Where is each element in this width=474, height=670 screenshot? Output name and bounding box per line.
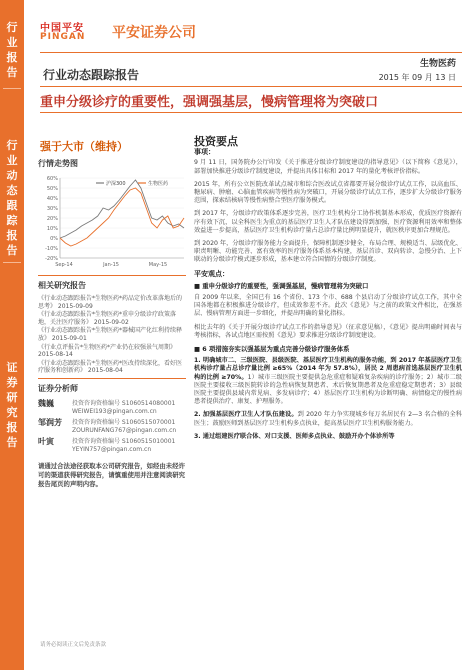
y-tick-label: -20% [45,256,58,262]
y-tick-label: -10% [45,246,58,252]
analyst-heading: 证券分析师 [38,383,78,393]
left-rule [38,275,186,276]
related-report-item[interactable]: 《行业点评报告*生物医药*产业仍在较强景气周期》 2015-08-14 [38,343,177,359]
analyst-entry [38,400,186,415]
view-heading: 平安观点： [194,269,229,278]
report-date: 2015 年 09 月 13 日 [378,73,456,82]
legend-label: 生物医药 [148,181,169,187]
analyst-email[interactable]: WEIWEI193@pingan.com.cn [72,407,157,415]
rating-badge: 强于大市（维持） [40,140,128,153]
sidebar-divider [3,88,21,89]
sidebar-block-dynamic [0,138,24,258]
view-paragraph: 相比去年的《关于开展分级诊疗试点工作的指导意见》（征求意见稿），《意见》提出明确时间表与考核指标，各试点地区需按照《意见》要求推进分级诊疗制度建设。 [194,323,462,339]
measure-item [194,357,462,406]
invest-heading: 投资要点 [194,135,238,148]
related-reports-list [38,295,186,375]
sidebar-block-research [0,360,24,450]
measure-item [194,433,462,441]
sidebar-block-industry [0,20,24,80]
y-tick-label: 10% [46,226,58,232]
footer-note: 请务必阅读正文后免责条款 [40,642,107,648]
page-title: 重申分级诊疗的重要性，强调强基层，慢病管理将为突破口 [40,95,379,110]
price-chart-svg [38,172,188,272]
measure-lead: 1. 明确城市二、三级医院、县级医院、基层医疗卫生机构的服务功能，到 2017 年基层医疗卫生机构诊疗量占总诊疗量比例 ≥65%（2014 年为 57.8%），居民 2 周患病首选基层医疗卫生机构的比例 ≥70%。 [194,357,462,381]
y-tick-label: 40% [46,196,58,202]
analyst-cert: 投资咨询资格编号 S1060515070001 [72,419,176,427]
logo-chinese: 中国平安 [40,23,84,34]
left-rule [38,378,186,379]
analyst-entry [38,438,186,453]
sidebar-label: 行业动态跟踪报告 [6,139,18,257]
analyst-name: 叶寅 [38,437,54,447]
x-tick-label: Sep-14 [55,262,73,268]
header [40,14,460,48]
related-report-item[interactable]: 《行业动态跟踪报告*生物医药*药品定价改革落地后的思考》 2015-09-09 [38,295,183,310]
analyst-name: 魏巍 [38,398,54,408]
sidebar-label: 证券研究报告 [6,361,18,449]
series-line [60,180,184,238]
measure-lead: 3. 通过组建医疗联合体、对口支援、医师多点执业、鼓励开办个体诊所等 [194,432,395,440]
view-paragraph: 自 2009 年以来，全国已有 16 个省份、173 个市、688 个县启动了分级诊疗试点工作，其中全国各地都在积极推进分级诊疗，但成效参差不齐。此次《意见》与之前的政策文件相比，在强基层、慢病管理方面进一步细化，并提出明确的量化指标。 [194,294,462,318]
related-report-item[interactable]: 《行业动态跟踪报告*生物医药*医改持续深化，看好医疗服务和创新药》 2015-08-04 [38,359,183,375]
event-paragraph: 到 2020 年，分级诊疗服务能力全面提升，保障机制逐步健全，布局合理、规模适当、层级优化、职责明晰、功能完善、富有效率的医疗服务体系基本构建，基层首诊、双向转诊、急慢分治、上下联动的分级诊疗模式逐步形成，基本建立符合国情的分级诊疗制度。 [194,240,462,264]
left-column [38,158,186,489]
measure-item [194,411,462,427]
sidebar-label: 行业报告 [6,21,18,79]
measure-detail: 1）城市三级医院主要提供急危重症和疑难复杂疾病的诊疗服务；2）城市二级医院主要接收三级医院转诊的急性病恢复期患者、术后恢复期患者及危重症稳定期患者；3）县级医院主要提供县域内常见病、多发病诊疗；4）基层医疗卫生机构为诊断明确、病情稳定的慢性病患者提供治疗、康复、护理服务。 [194,373,462,406]
analyst-entry [38,419,186,434]
event-paragraph: 9 月 11 日，国务院办公厅印发《关于推进分级诊疗制度建设的指导意见》（以下简称《意见》），部署加快推进分级诊疗制度建设，并提出具体目标和 2017 年的量化考核评价指标。 [194,159,462,175]
event-heading: 事项： [194,148,215,157]
x-tick-label: May-15 [148,262,168,268]
sector-label: 生物医药 [419,59,456,69]
x-tick-label: Jan-15 [103,262,119,268]
measure-lead: 2. 加强基层医疗卫生人才队伍建设。 [194,411,298,419]
analyst-info [72,438,186,453]
chart-heading: 行情走势图 [38,159,78,168]
measure-detail: 到 2020 年力争实现城乡每万名居民有 2—3 名合格的全科医生；鼓励医师到基层医疗卫生机构多点执业，提高基层医疗卫生机构服务能力。 [194,411,462,427]
view-bullet: ■ 重申分级诊疗的重要性，强调强基层，慢病管理将为突破口 [194,281,369,290]
analyst-info [72,400,186,415]
analyst-email[interactable]: YEYIN757@pingan.com.cn [72,445,152,453]
sidebar [0,0,24,670]
related-heading: 相关研究报告 [38,281,86,290]
analyst-cert: 投资咨询资格编号 S1060515010001 [72,438,176,446]
price-chart [38,172,188,272]
legend-label: 沪深300 [106,181,126,187]
y-tick-label: 60% [46,176,58,182]
analyst-list [38,400,186,454]
view-bullet-text: 重申分级诊疗的重要性，强调强基层，慢病管理将为突破口 [202,281,369,290]
y-tick-label: 20% [46,216,58,222]
sidebar-divider [3,262,21,263]
disclaimer-text: 请通过合法途径获取本公司研究报告，如经由未经许可的渠道获得研究报告，请慎重使用并注意阅读研究报告尾页的声明内容。 [38,461,185,488]
event-paragraph: 到 2017 年，分级诊疗政策体系逐步完善，医疗卫生机构分工协作机制基本形成，优质医疗资源有序有效下沉，以全科医生为重点的基层医疗卫生人才队伍建设得到加强，医疗资源利用效率和整体效益进一步提高，基层医疗卫生机构诊疗量占总诊疗量比例明显提升，就医秩序更加合理规范。 [194,210,462,234]
brand-name: 平安证券公司 [112,25,196,41]
header-rule [40,52,462,53]
event-paragraph: 2015 年，所有公立医院改革试点城市和综合医改试点省都要开展分级诊疗试点工作，以高血压、糖尿病、肿瘤、心脑血管疾病等慢性病为突破口，开展分级诊疗试点工作，逐步扩大分级诊疗服务范围，探索结核病等慢性病整合型医疗服务模式。 [194,180,462,205]
y-tick-label: 30% [46,206,58,212]
title-bottom-rule [40,112,462,113]
analyst-name: 邹润芳 [38,418,62,428]
related-report-item[interactable]: 《行业动态跟踪报告*生物医药*重申分级诊疗政策落地，关注医疗服务》 2015-09-02 [38,311,177,326]
logo-english: PINGAN [40,32,86,42]
related-report-item[interactable]: 《行业动态跟踪报告*生物医药*器械国产化红利持续释放》 2015-09-01 [38,327,183,342]
y-tick-label: 50% [46,186,58,192]
y-tick-label: 0% [50,236,58,242]
analyst-cert: 投资咨询资格编号 S1060514080001 [72,399,176,407]
report-type: 行业动态跟踪报告 [43,68,140,82]
title-rule [40,86,462,87]
analyst-info [72,419,186,434]
analyst-email[interactable]: ZOURUNFANG767@pingan.com.cn [72,426,177,434]
measures-bullet-text: 6 项措施夯实以强基层为重点完善分级诊疗服务体系 [202,345,350,354]
measures-bullet: ■ 6 项措施夯实以强基层为重点完善分级诊疗服务体系 [194,345,350,354]
right-column [194,135,462,446]
